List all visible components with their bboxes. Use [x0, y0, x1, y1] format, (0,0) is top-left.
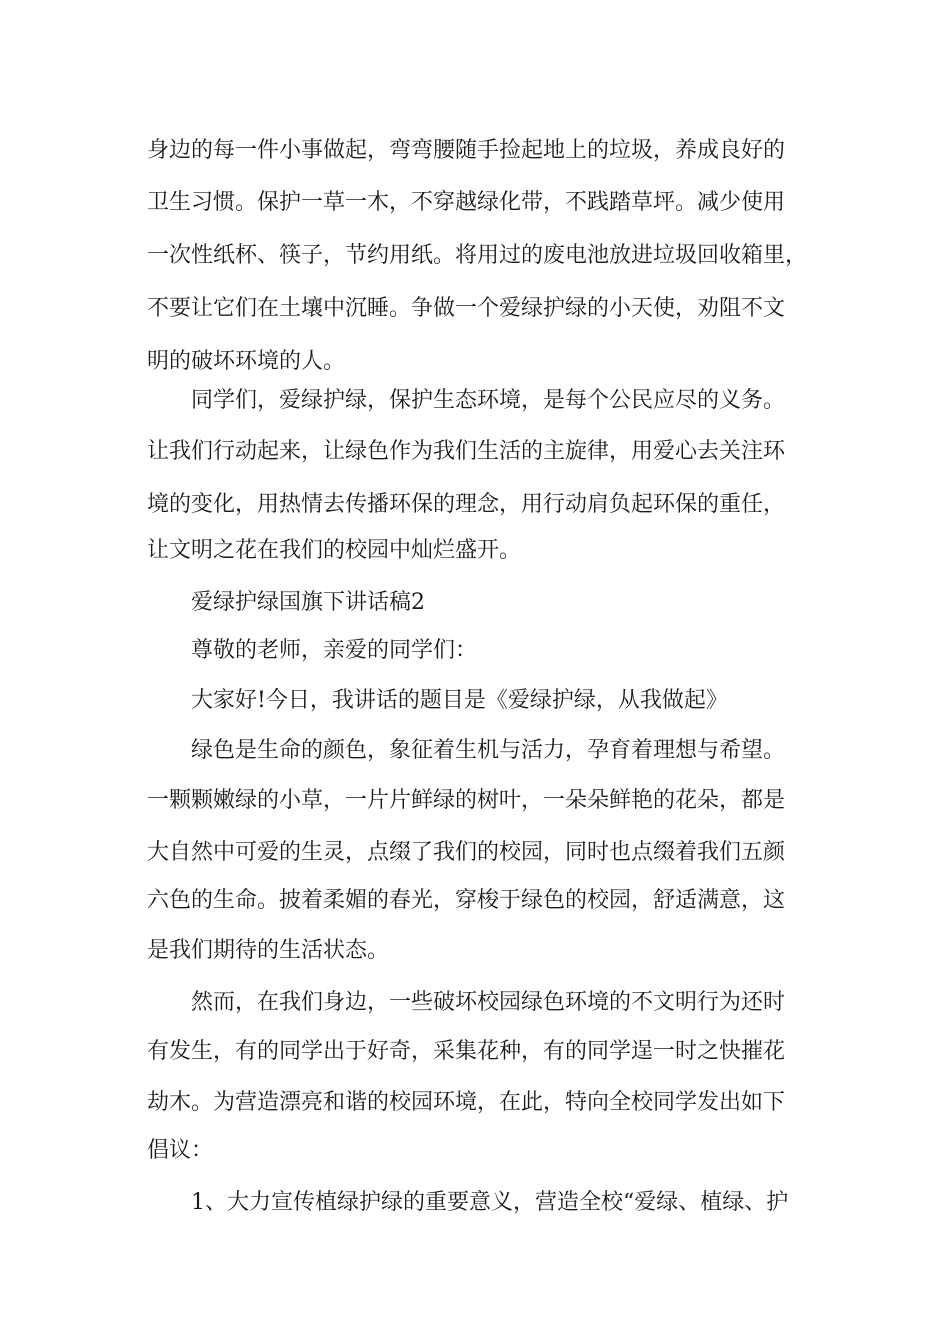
paragraph-first-line: 同学们，爱绿护绿，保护生态环境，是每个公民应尽的义务。 — [191, 388, 786, 413]
section-title: 爱绿护绿国旗下讲话稿2 — [191, 590, 425, 615]
paragraph-first-line: 绿色是生命的颜色，象征着生机与活力，孕育着理想与希望。 — [191, 738, 786, 763]
greeting-line: 大家好!今日，我讲话的题目是《爱绿护绿，从我做起》 — [191, 688, 728, 713]
body-text-line: 身边的每一件小事做起，弯弯腰随手捡起地上的垃圾，养成良好的 — [147, 138, 786, 163]
body-text-line: 一次性纸杯、筷子，节约用纸。将用过的废电池放进垃圾回收箱里， — [147, 243, 808, 268]
body-text-line: 明的破坏环境的人。 — [147, 349, 346, 374]
body-text-line: 大自然中可爱的生灵，点缀了我们的校园，同时也点缀着我们五颜 — [147, 840, 786, 865]
body-text-line: 一颗颗嫩绿的小草，一片片鲜绿的树叶，一朵朵鲜艳的花朵，都是 — [147, 788, 786, 813]
paragraph-first-line: 然而，在我们身边，一些破坏校园绿色环境的不文明行为还时 — [191, 990, 786, 1015]
body-text-line: 六色的生命。披着柔媚的春光，穿梭于绿色的校园，舒适满意，这 — [147, 888, 786, 913]
body-text-line: 让文明之花在我们的校园中灿烂盛开。 — [147, 538, 522, 563]
body-text-line: 境的变化，用热情去传播环保的理念，用行动肩负起环保的重任， — [147, 492, 786, 517]
body-text-line: 不要让它们在土壤中沉睡。争做一个爱绿护绿的小天使，劝阻不文 — [147, 296, 786, 321]
body-text-line: 让我们行动起来，让绿色作为我们生活的主旋律，用爱心去关注环 — [147, 439, 786, 464]
body-text-line: 有发生，有的同学出于好奇，采集花种，有的同学逞一时之快摧花 — [147, 1039, 786, 1064]
body-text-line: 是我们期待的生活状态。 — [147, 938, 390, 963]
body-text-line: 劫木。为营造漂亮和谐的校园环境，在此，特向全校同学发出如下 — [147, 1090, 786, 1115]
body-text-line: 卫生习惯。保护一草一木，不穿越绿化带，不践踏草坪。减少使用 — [147, 190, 786, 215]
salutation: 尊敬的老师，亲爱的同学们： — [191, 638, 478, 663]
list-item-line: 1、大力宣传植绿护绿的重要意义，营造全校“爱绿、植绿、护 — [191, 1190, 789, 1215]
body-text-line: 倡议： — [147, 1138, 214, 1163]
